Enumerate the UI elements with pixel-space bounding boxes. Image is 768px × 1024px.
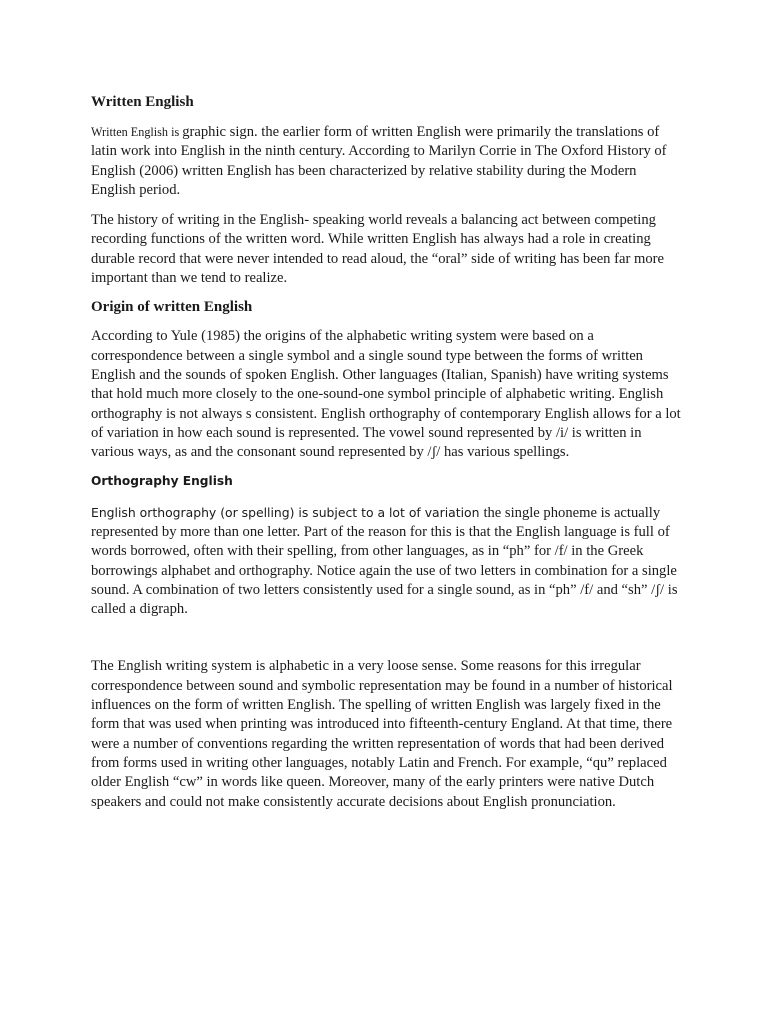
document-body [91,92,681,812]
paragraph-written-english-definition [91,123,681,200]
paragraph-orthography [91,503,681,620]
heading-orthography-english: Orthography English [91,474,233,489]
paragraph-origin: According to Yule (1985) the origins of the alphabetic writing system were based on a correspondence between a single symbol and a single sound type between the forms of written English and the sounds of spoken English. Other languages (Italian, Spanish) have writing systems that hold much more closely to the one-sound-one symbol principle of alphabetic writing. English orthography is not always s consistent. English orthography of contemporary English allows for a lot of variation in how each sound is represented. The vowel sound represented by /i/ is written in various ways, as and the consonant sound represented by /ʃ/ has various spellings. [91,328,681,461]
heading-origin-of-written-english: Origin of written English [91,299,253,316]
paragraph-body-text: graphic sign. the earlier form of written English were primarily the translations of latin work into English in the ninth century. According to Marilyn Corrie in The Oxford History of English (2006) written English has been characterized by relative stability during the Modern English period. [91,124,667,198]
blank-line [91,619,681,657]
paragraph-history-of-writing: The history of writing in the English- speaking world reveals a balancing act between competing recording functions of the written word. While written English has always had a role in creating durable record that were never intended to read aloud, the “oral” side of writing has been far more important than we tend to realize. [91,212,664,287]
paragraph-lead-text: Written English is [91,125,183,139]
paragraph-body-text: the single phoneme is actually represented by more than one letter. Part of the reason for this is that the English language is full of words borrowed, often with their spelling, from other languages, as in “ph” for /f/ in the Greek borrowings alphabet and orthography. Notice again the use of two letters in combination for a single sound. A combination of two letters consistently used for a single sound, as in “ph” /f/ and “sh” /ʃ/ is called a digraph. [91,504,678,618]
heading-written-english: Written English [91,94,194,110]
paragraph-lead-text: English orthography (or spelling) is subject to a lot of variation [91,504,484,520]
paragraph-writing-system: The English writing system is alphabetic in a very loose sense. Some reasons for this irregular correspondence between sound and symbolic representation may be found in a number of historical influences on the form of written English. The spelling of written English was largely fixed in the form that was used when printing was introduced into fifteenth-century England. At that time, there were a number of conventions regarding the written representation of words that had been derived from forms used in writing other languages, notably Latin and French. For example, “qu” replaced older English “cw” in words like queen. Moreover, many of the early printers were native Dutch speakers and could not make consistently accurate decisions about English pronunciation. [91,658,673,810]
